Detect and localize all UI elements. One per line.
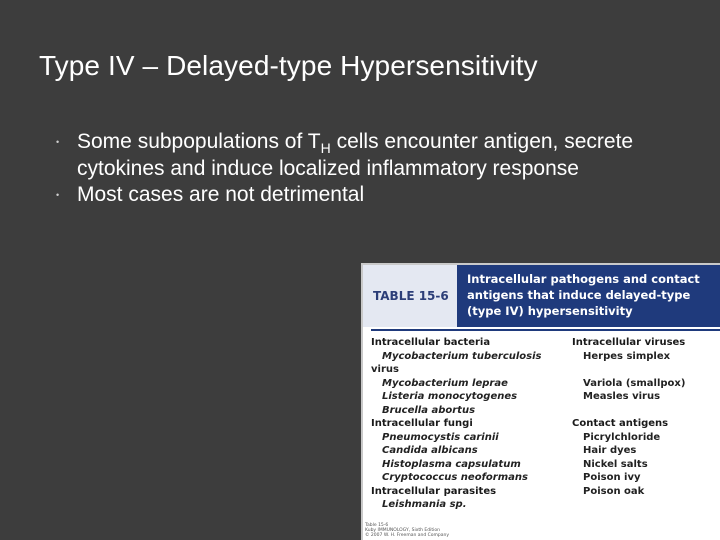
credit-line: © 2007 W. H. Freeman and Company <box>365 533 450 538</box>
bullet-marker: • <box>56 190 60 200</box>
bullet-marker: • <box>56 137 60 147</box>
table-entry: Histoplasma capsulatum <box>382 458 521 470</box>
table-entry: Picrylchloride <box>583 431 661 443</box>
table-category: Intracellular parasites <box>371 485 497 497</box>
table-rule <box>371 329 720 331</box>
table-category: Intracellular fungi <box>371 418 473 429</box>
bullet-text-start: Some subpopulations of T <box>77 130 321 153</box>
table-entry: Mycobacterium leprae <box>382 377 508 389</box>
subscript-h: H <box>320 140 331 156</box>
table-entry: Mycobacterium tuberculosis <box>382 350 542 362</box>
table-label-box <box>363 265 457 327</box>
bullet-item <box>56 182 676 208</box>
table-header <box>363 265 720 327</box>
bullet-list <box>56 129 676 208</box>
table-entry: Listeria monocytogenes <box>382 391 518 402</box>
table-entry: Herpes simplex <box>583 350 671 362</box>
table-entry: Leishmania sp. <box>382 499 467 510</box>
table-figure <box>361 263 720 540</box>
table-label: TABLE 15-6 <box>373 289 449 303</box>
table-caption: Intracellular pathogens and contact antigens that induce delayed-type (type IV) hypersensitivity <box>457 265 720 327</box>
table-spacer <box>572 404 720 418</box>
credit-line: Table 15-6 <box>365 523 389 528</box>
table-category: Intracellular viruses <box>572 337 686 348</box>
table-entry: Poison ivy <box>583 472 641 483</box>
table-entry: virus <box>371 364 399 375</box>
table-spacer <box>572 363 720 377</box>
table-entry: Pneumocystis carinii <box>382 431 499 443</box>
table-column-right <box>572 336 720 498</box>
credit-line: Kuby IMMUNOLOGY, Sixth Edition <box>365 528 440 533</box>
table-category: Intracellular bacteria <box>371 337 491 348</box>
table-category: Contact antigens <box>572 418 669 429</box>
table-column-left <box>371 336 571 512</box>
table-credit <box>365 523 449 538</box>
table-entry: Hair dyes <box>583 445 637 456</box>
table-entry: Brucella abortus <box>382 404 476 416</box>
bullet-text-end: cells encounter antigen, secrete cytokines and induce localized inflammatory response <box>77 130 634 180</box>
table-entry: Poison oak <box>583 485 645 497</box>
slide-title: Type IV – Delayed-type Hypersensitivity <box>39 50 538 81</box>
bullet-item <box>56 129 676 182</box>
bullet-text: Most cases are not detrimental <box>77 183 365 206</box>
table-entry: Variola (smallpox) <box>583 377 686 389</box>
table-entry: Cryptococcus neoformans <box>382 472 528 483</box>
table-entry: Measles virus <box>583 391 661 402</box>
table-entry: Candida albicans <box>382 445 478 456</box>
table-entry: Nickel salts <box>583 458 648 470</box>
